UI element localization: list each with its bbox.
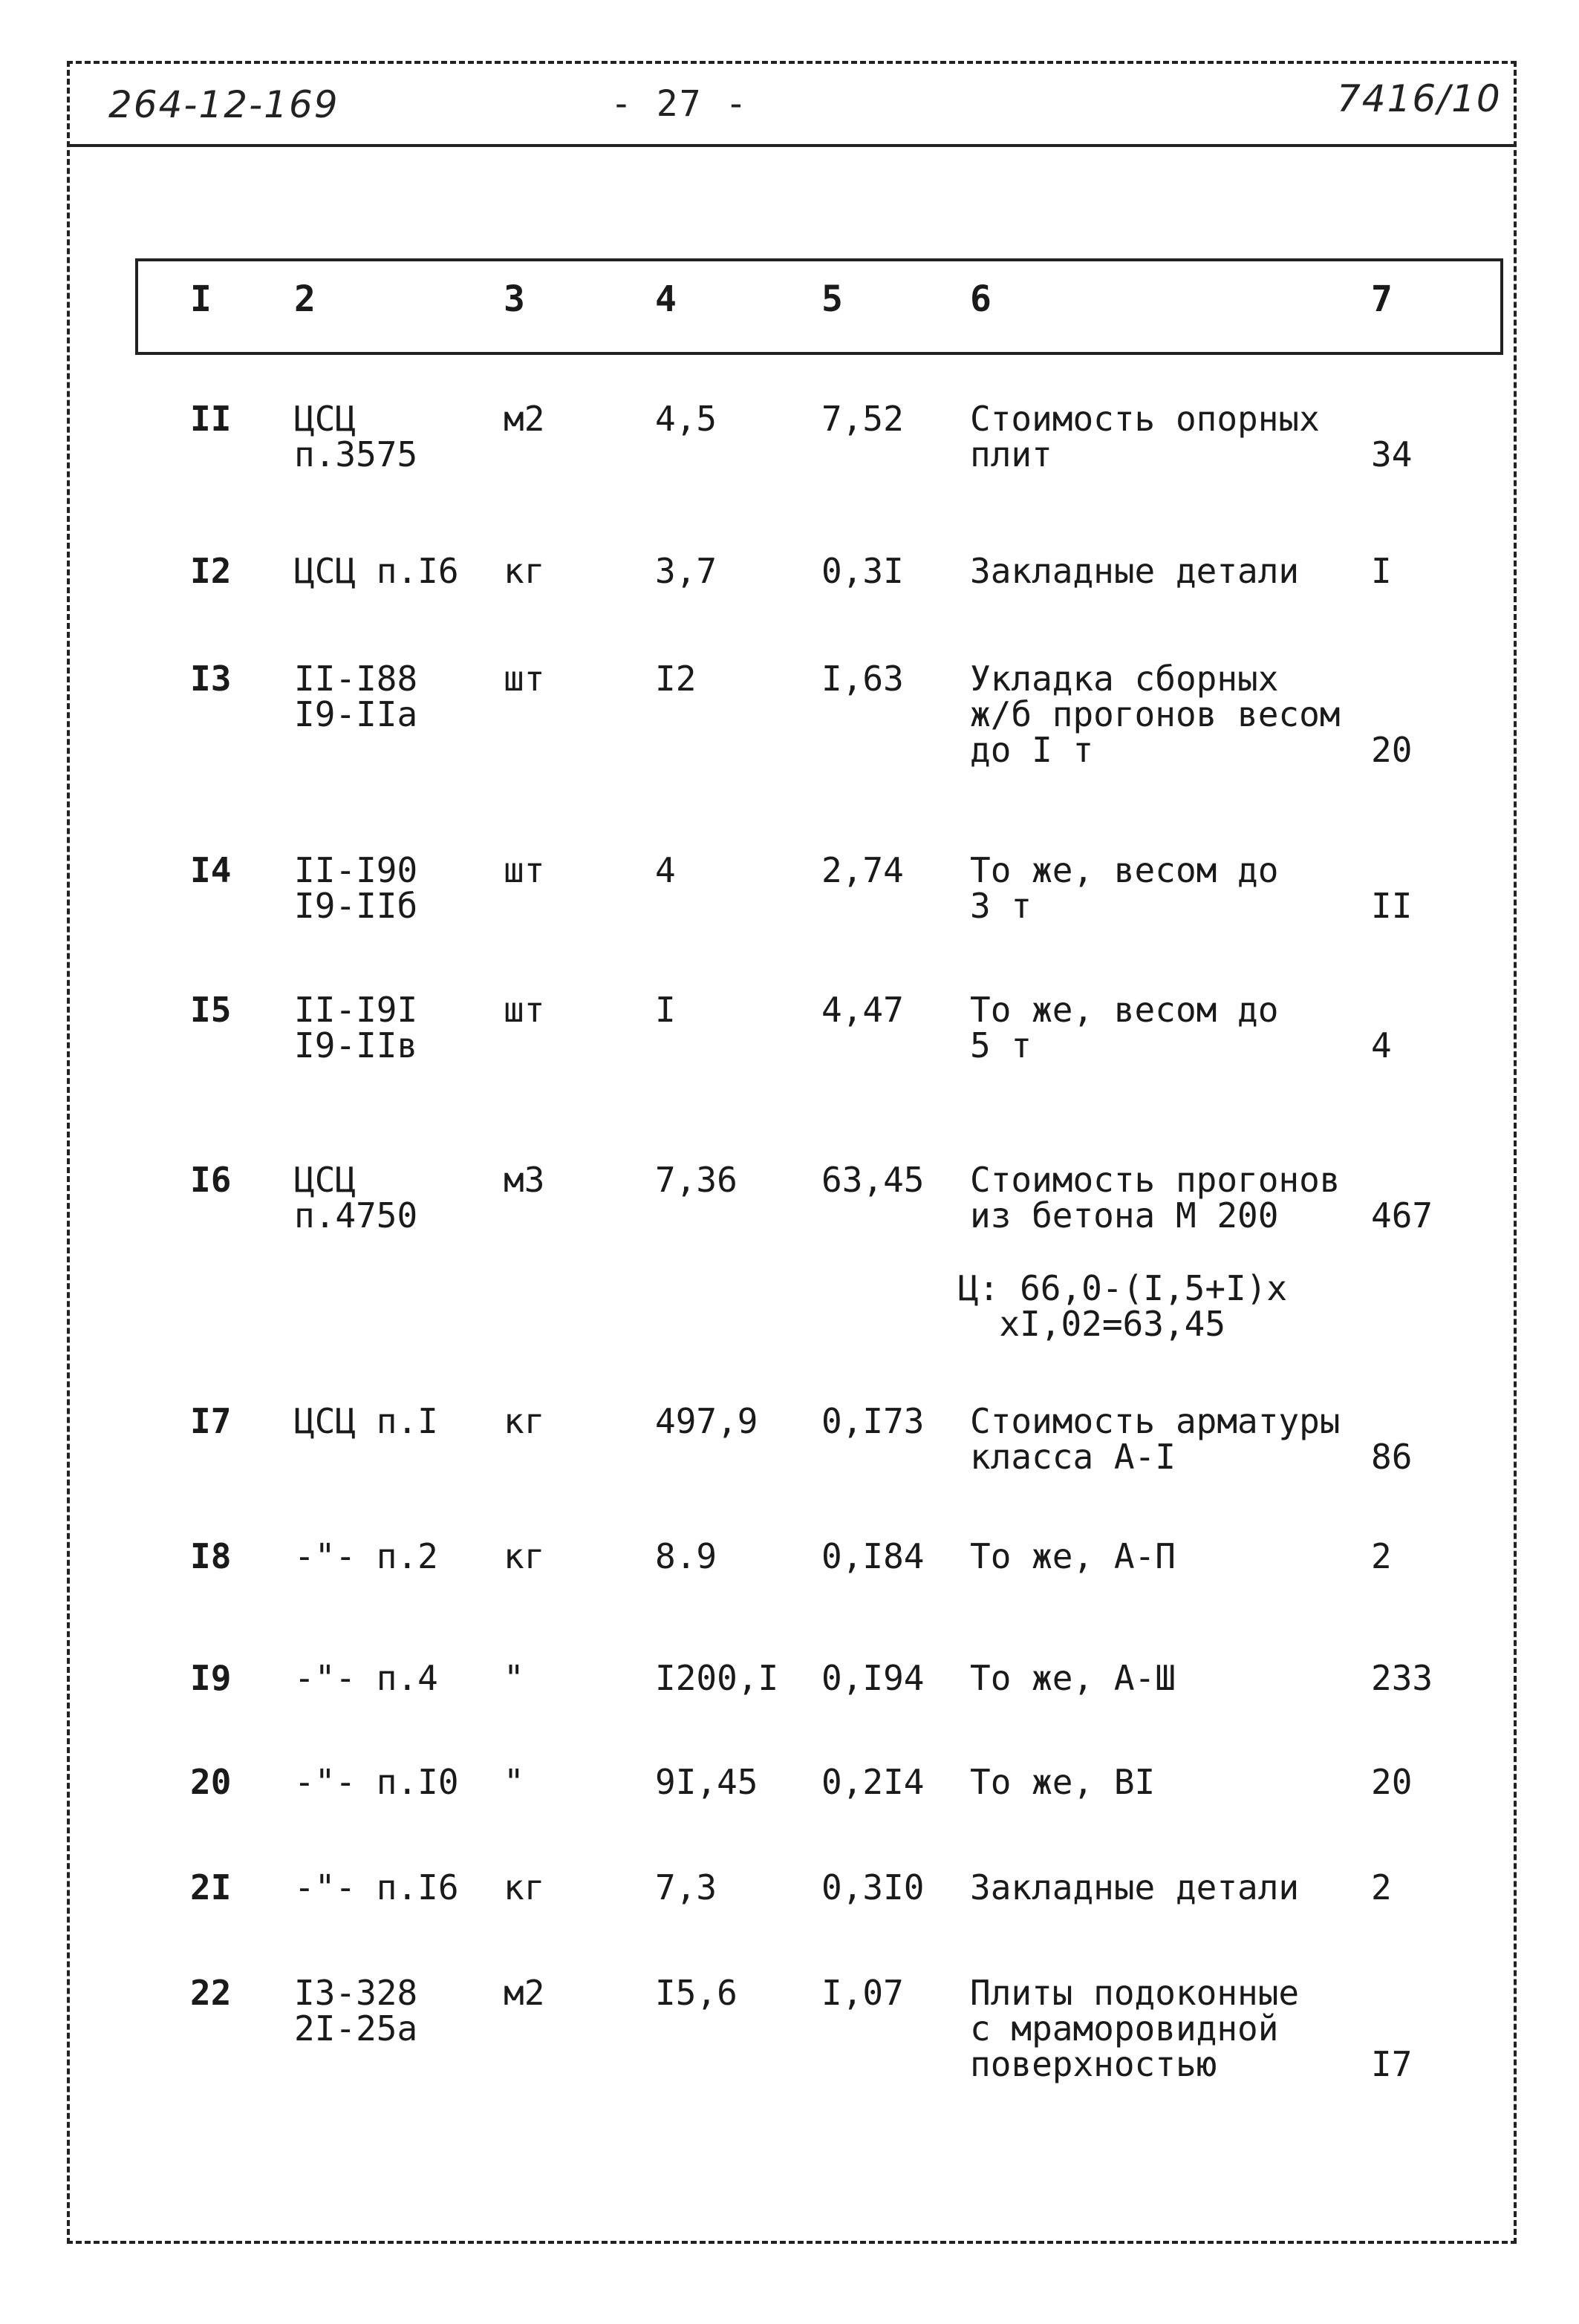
description: до I т: [970, 730, 1094, 770]
norm-code: ЦСЦ п.I: [294, 1401, 438, 1441]
description: То же, А-П: [970, 1536, 1176, 1576]
price-calculation-note: Ц: 66,0-(I,5+I)x: [958, 1268, 1288, 1308]
norm-code: -"- п.I0: [294, 1762, 459, 1802]
description: Укладка сборных: [970, 659, 1279, 699]
reference-number: 7416/10: [1337, 77, 1502, 120]
quantity: 4,5: [655, 399, 717, 439]
norm-code: -"- п.4: [294, 1658, 438, 1698]
total: 467: [1371, 1195, 1433, 1236]
norm-code: I9-IIв: [294, 1025, 418, 1065]
norm-code: -"- п.I6: [294, 1867, 459, 1907]
row-number: I8: [190, 1536, 232, 1576]
column-header-box: [135, 258, 1503, 355]
norm-code: п.4750: [294, 1195, 418, 1236]
unit-price: 0,I94: [821, 1658, 925, 1698]
description: Стоимость арматуры: [970, 1401, 1341, 1441]
unit: кг: [504, 551, 545, 591]
row-number: I6: [190, 1160, 232, 1200]
unit-price: 2,74: [821, 850, 904, 890]
unit: м2: [504, 1973, 545, 2013]
column-header-4: 4: [655, 278, 677, 320]
description: плит: [970, 434, 1052, 474]
unit-price: 0,3I: [821, 551, 904, 591]
norm-code: I9-IIа: [294, 694, 418, 734]
norm-code: ЦСЦ: [294, 399, 357, 439]
norm-code: II-I88: [294, 659, 418, 699]
quantity: 4: [655, 850, 676, 890]
total: I7: [1371, 2044, 1413, 2084]
document-code: 264-12-169: [108, 83, 339, 126]
column-header-7: 7: [1371, 278, 1393, 320]
description: То же, А-Ш: [970, 1658, 1176, 1698]
total: 20: [1371, 1762, 1413, 1802]
quantity: I2: [655, 659, 697, 699]
total: 4: [1371, 1025, 1392, 1065]
description: Закладные детали: [970, 1867, 1300, 1907]
total: I: [1371, 551, 1392, 591]
quantity: 9I,45: [655, 1762, 758, 1802]
row-number: 22: [190, 1973, 232, 2013]
unit: кг: [504, 1401, 545, 1441]
unit-price: 63,45: [821, 1160, 925, 1200]
total: 233: [1371, 1658, 1433, 1698]
unit-price: I,63: [821, 659, 904, 699]
quantity: 497,9: [655, 1401, 758, 1441]
description: То же, BI: [970, 1762, 1156, 1802]
norm-code: I9-IIб: [294, 886, 418, 926]
row-number: I5: [190, 990, 232, 1030]
total: 34: [1371, 434, 1413, 474]
quantity: I200,I: [655, 1658, 779, 1698]
unit: шт: [504, 659, 545, 699]
unit: м3: [504, 1160, 545, 1200]
norm-code: п.3575: [294, 434, 418, 474]
total: II: [1371, 886, 1413, 926]
norm-code: ЦСЦ п.I6: [294, 551, 459, 591]
row-number: 2I: [190, 1867, 232, 1907]
unit-price: I,07: [821, 1973, 904, 2013]
description: То же, весом до: [970, 990, 1279, 1030]
description: класса А-I: [970, 1437, 1176, 1477]
norm-code: II-I9I: [294, 990, 418, 1030]
quantity: 3,7: [655, 551, 717, 591]
description: с мраморовидной: [970, 2008, 1279, 2049]
description: поверхностью: [970, 2044, 1217, 2084]
norm-code: -"- п.2: [294, 1536, 438, 1576]
price-calculation-note: xI,02=63,45: [958, 1304, 1226, 1344]
unit: м2: [504, 399, 545, 439]
unit-price: 0,2I4: [821, 1762, 925, 1802]
row-number: I9: [190, 1658, 232, 1698]
norm-code: ЦСЦ: [294, 1160, 357, 1200]
norm-code: II-I90: [294, 850, 418, 890]
description: 5 т: [970, 1025, 1032, 1065]
description: Плиты подоконные: [970, 1973, 1300, 2013]
unit-price: 0,I73: [821, 1401, 925, 1441]
column-header-2: 2: [294, 278, 316, 320]
quantity: 7,3: [655, 1867, 717, 1907]
quantity: 7,36: [655, 1160, 738, 1200]
column-header-3: 3: [504, 278, 525, 320]
description: Стоимость прогонов: [970, 1160, 1341, 1200]
norm-code: 2I-25а: [294, 2008, 418, 2049]
unit-price: 0,3I0: [821, 1867, 925, 1907]
description: 3 т: [970, 886, 1032, 926]
header-rule: [68, 144, 1515, 147]
description: Стоимость опорных: [970, 399, 1320, 439]
row-number: I2: [190, 551, 232, 591]
row-number: 20: [190, 1762, 232, 1802]
quantity: I: [655, 990, 676, 1030]
total: 20: [1371, 730, 1413, 770]
page-border: [67, 61, 1517, 2244]
description: То же, весом до: [970, 850, 1279, 890]
unit: ": [504, 1762, 524, 1802]
unit: ": [504, 1658, 524, 1698]
quantity: 8.9: [655, 1536, 717, 1576]
column-header-6: 6: [970, 278, 992, 320]
unit: кг: [504, 1867, 545, 1907]
total: 2: [1371, 1536, 1392, 1576]
unit: шт: [504, 990, 545, 1030]
unit: шт: [504, 850, 545, 890]
row-number: I4: [190, 850, 232, 890]
description: из бетона М 200: [970, 1195, 1279, 1236]
unit-price: 4,47: [821, 990, 904, 1030]
column-header-5: 5: [821, 278, 843, 320]
total: 2: [1371, 1867, 1392, 1907]
row-number: II: [190, 399, 232, 439]
description: Закладные детали: [970, 551, 1300, 591]
row-number: I3: [190, 659, 232, 699]
description: ж/б прогонов весом: [970, 694, 1341, 734]
unit-price: 7,52: [821, 399, 904, 439]
row-number: I7: [190, 1401, 232, 1441]
total: 86: [1371, 1437, 1413, 1477]
column-header-1: I: [190, 278, 212, 320]
quantity: I5,6: [655, 1973, 738, 2013]
unit: кг: [504, 1536, 545, 1576]
page-number: - 27 -: [611, 83, 749, 125]
norm-code: I3-328: [294, 1973, 418, 2013]
unit-price: 0,I84: [821, 1536, 925, 1576]
